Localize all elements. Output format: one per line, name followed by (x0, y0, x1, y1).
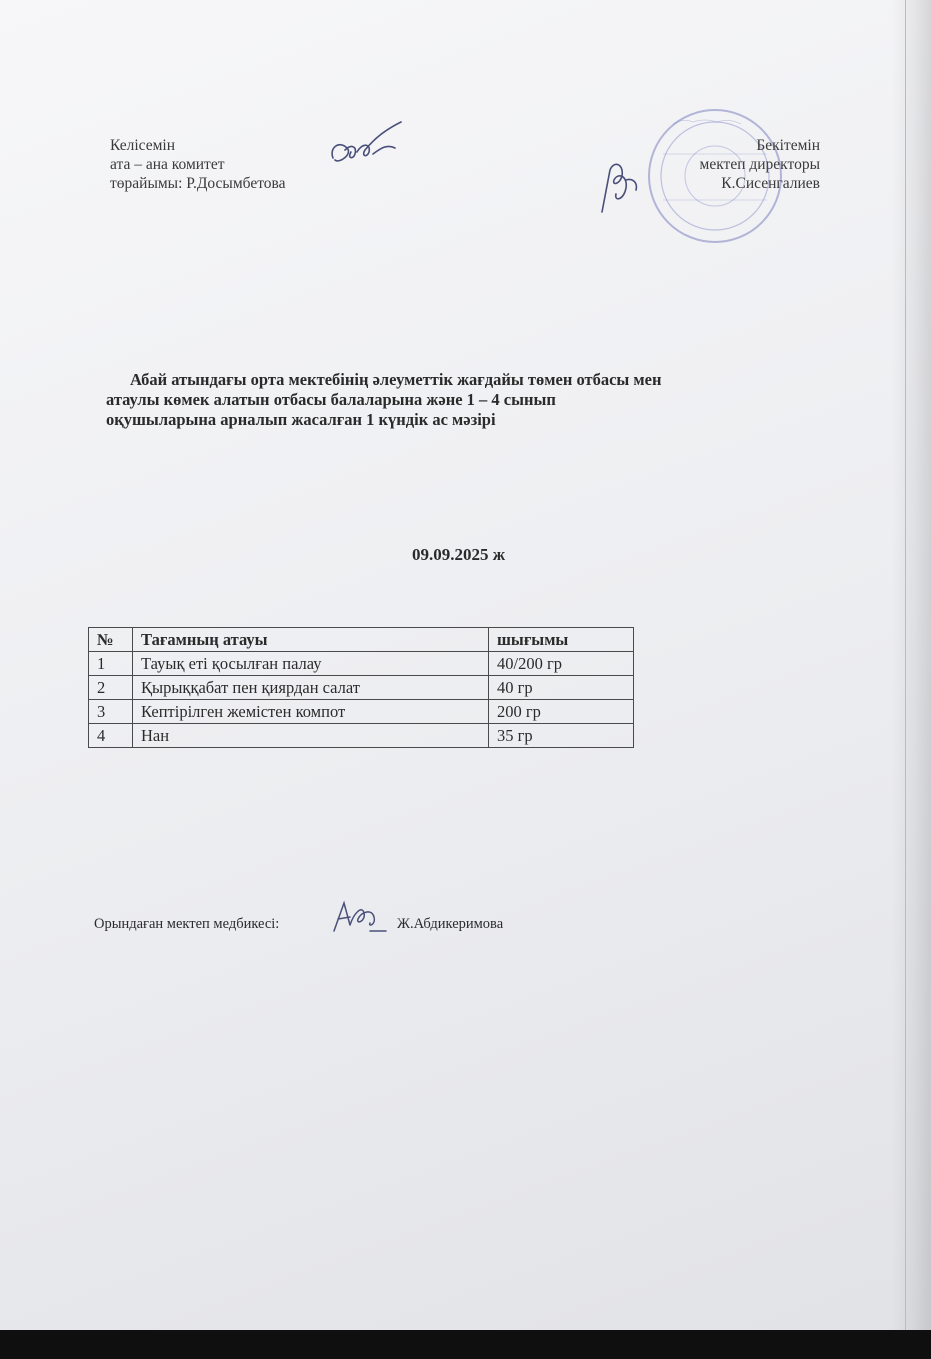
row-number: 4 (89, 724, 133, 748)
table-header-row (89, 628, 634, 652)
nurse-signature (330, 895, 390, 937)
row-number: 2 (89, 676, 133, 700)
director-signature (596, 150, 656, 220)
chair-signature (325, 118, 415, 178)
nurse-name: Ж.Абдикеримова (397, 916, 504, 932)
table-row (89, 724, 634, 748)
title-line-2: атаулы көмек алатын отбасы балаларына және 1 – 4 сынып (106, 390, 556, 409)
approval-line-1: Бекітемін (756, 137, 820, 154)
row-dish: Тауық еті қосылған палау (133, 652, 489, 676)
header-dish-name: Тағамның атауы (133, 628, 489, 652)
table-row (89, 676, 634, 700)
row-dish: Қырыққабат пен қиярдан салат (133, 676, 489, 700)
agreement-line-3: төрайымы: Р.Досымбетова (110, 175, 286, 192)
row-number: 1 (89, 652, 133, 676)
row-number: 3 (89, 700, 133, 724)
row-dish: Нан (133, 724, 489, 748)
menu-date: 09.09.2025 ж (412, 545, 506, 564)
nurse-signature-line (94, 916, 504, 933)
agreement-line-2: ата – ана комитет (110, 156, 225, 173)
table-row (89, 652, 634, 676)
header-yield: шығымы (489, 628, 634, 652)
menu-table (88, 627, 634, 748)
title-line-3: оқушыларына арналып жасалған 1 күндік ас мәзірі (106, 410, 496, 429)
page-fold-line (905, 0, 906, 1330)
header-number: № (89, 628, 133, 652)
approval-line-3: К.Сисенгалиев (721, 175, 820, 192)
row-yield: 35 гр (489, 724, 634, 748)
document-title (106, 370, 846, 430)
row-yield: 40 гр (489, 676, 634, 700)
table-row (89, 700, 634, 724)
approval-block (640, 136, 820, 193)
approval-line-2: мектеп директоры (699, 156, 820, 173)
row-dish: Кептірілген жемістен компот (133, 700, 489, 724)
screen-bottom-bar (0, 1330, 931, 1359)
title-line-1: Абай атындағы орта мектебінің әлеуметтік жағдайы төмен отбасы мен (130, 370, 662, 389)
row-yield: 40/200 гр (489, 652, 634, 676)
row-yield: 200 гр (489, 700, 634, 724)
nurse-label: Орындаған мектеп медбикесі: (94, 916, 280, 932)
page-edge-shadow (891, 0, 931, 1330)
agreement-line-1: Келісемін (110, 137, 176, 154)
agreement-block (110, 136, 286, 193)
